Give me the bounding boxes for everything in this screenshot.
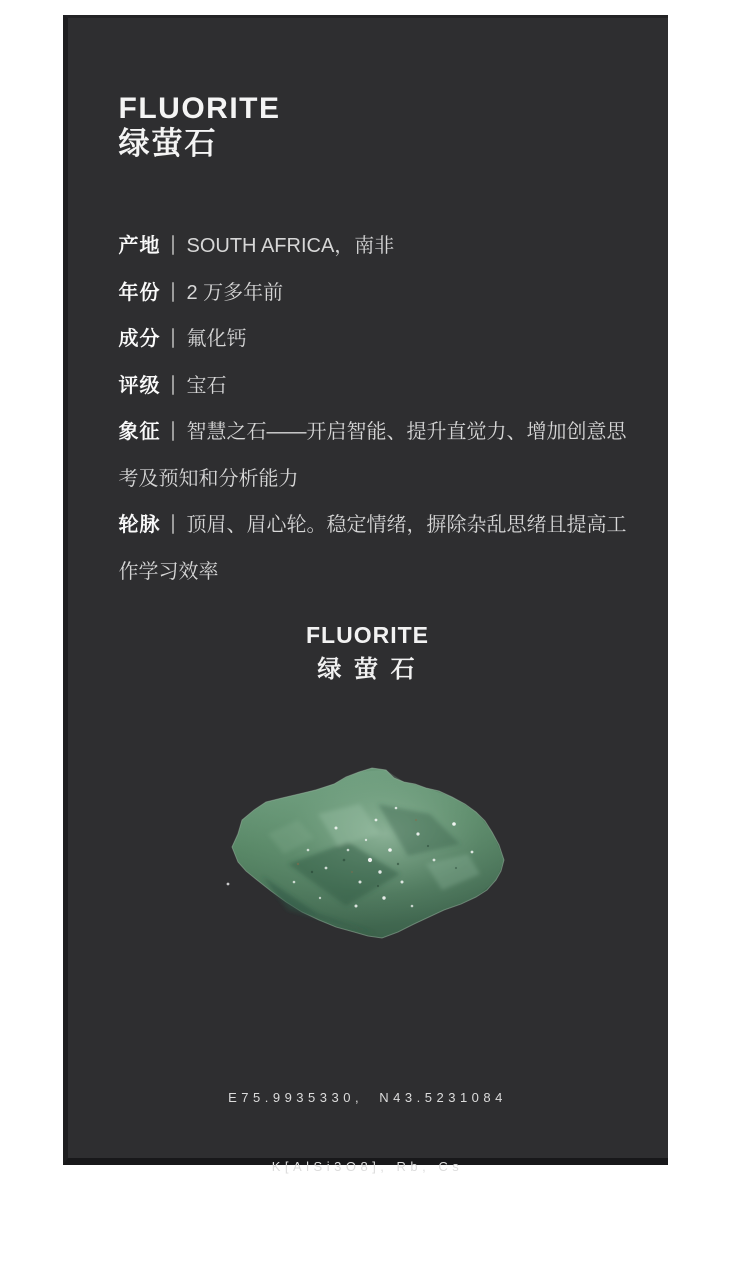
info-row-origin	[119, 223, 627, 270]
info-value: 2 万多年前	[186, 281, 284, 304]
mid-title	[68, 624, 668, 682]
green-fluorite-stone-image	[228, 764, 508, 946]
stone-svg	[228, 764, 508, 946]
separator-bar	[172, 514, 174, 534]
info-list	[119, 223, 627, 595]
footer-coordinates	[68, 1040, 668, 1224]
separator-bar	[172, 375, 174, 395]
info-label: 成分	[118, 328, 161, 350]
info-row-symbolism	[119, 409, 627, 502]
separator-bar	[172, 235, 174, 255]
info-label: 轮脉	[118, 514, 161, 536]
separator-bar	[172, 282, 174, 302]
stone-info-card	[63, 15, 668, 1174]
info-value: 氟化钙	[186, 328, 247, 350]
info-value: 宝石	[186, 374, 227, 397]
card-title-en: FLUORITE	[118, 92, 281, 125]
info-row-grade	[119, 363, 627, 410]
mid-title-zh: 绿 萤 石	[317, 656, 418, 683]
info-row-age	[119, 270, 627, 317]
info-value: 智慧之石——开启智能、提升直觉力、增加创意思考及预知和分析能力	[118, 421, 627, 490]
info-value: SOUTH AFRICA，南非	[186, 235, 395, 257]
info-label: 年份	[118, 281, 161, 304]
coords-line: E75.9935330, N43.5231084	[228, 1090, 507, 1105]
info-label: 产地	[118, 235, 161, 257]
info-row-chakra	[119, 502, 627, 595]
separator-bar	[172, 421, 174, 441]
separator-bar	[172, 328, 174, 348]
info-row-composition	[119, 316, 627, 363]
info-label: 象征	[118, 421, 161, 443]
mid-title-en: FLUORITE	[306, 622, 429, 648]
info-value: 顶眉、眉心轮。稳定情绪，摒除杂乱思绪且提高工作学习效率	[118, 514, 627, 583]
card-title-zh: 绿萤石	[118, 126, 218, 161]
formula-line: K[AlSi3O8], Rb, Cs	[271, 1159, 464, 1174]
info-label: 评级	[118, 374, 161, 397]
